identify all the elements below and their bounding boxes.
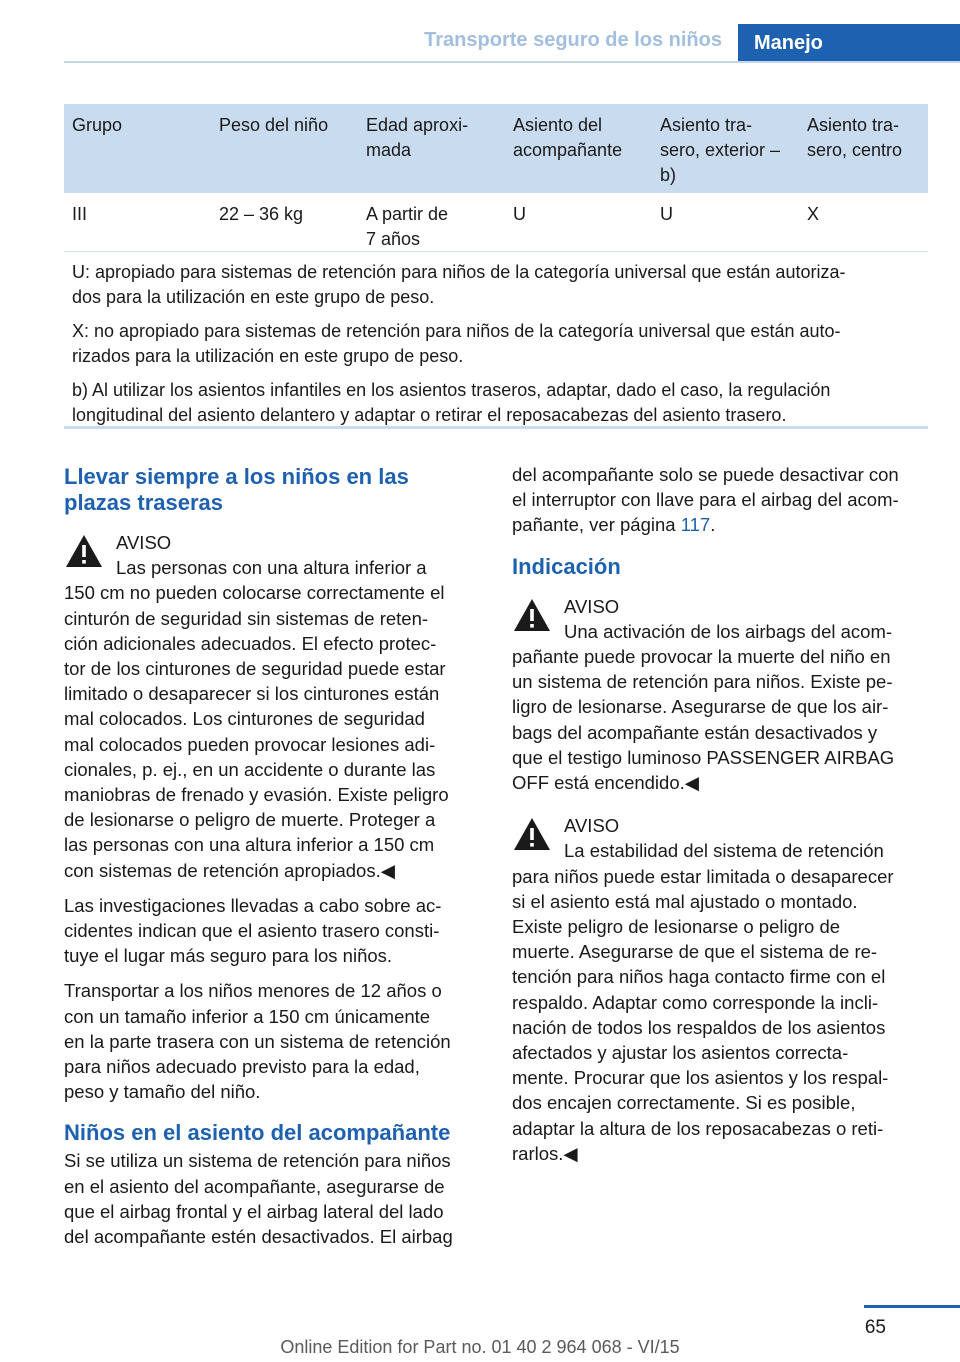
right-column <box>512 464 928 1166</box>
table-header-cell: Edad aproxi- mada <box>366 115 469 160</box>
paragraph-text-end: . <box>710 514 716 536</box>
table-note: X: no apropiado para sistemas de retención para niños de la categoría universal que están auto- rizados para la utilización en este grupo de peso. <box>72 321 841 366</box>
table-header-cell: Grupo <box>72 115 123 135</box>
warning-block <box>512 594 928 796</box>
warning-triangle-icon <box>64 533 104 569</box>
table-note: b) Al utilizar los asientos infantiles en los asientos traseros, adaptar, dado el caso, la regulación longitudinal del asiento delantero y adaptar o retirar el reposacabezas del asiento trasero. <box>72 380 831 425</box>
warning-title: AVISO <box>116 532 172 553</box>
child-seat-table <box>64 104 928 429</box>
page-reference-link[interactable]: 117 <box>680 514 711 536</box>
paragraph: Si se utiliza un sistema de retención para niños en el asiento del acompañante, asegurarse de que el airbag frontal y el airbag lateral del lado del acompañante estén desactivados. El airbag <box>64 1150 453 1248</box>
table-header-cell: Asiento del acompañante <box>513 115 623 160</box>
table-header-cell: Asiento tra- sero, centro <box>807 115 903 160</box>
table-header-cell: Asiento tra- sero, exterior – b) <box>660 115 781 185</box>
table-row <box>64 193 928 252</box>
warning-title: AVISO <box>564 815 620 837</box>
table-note: U: apropiado para sistemas de retención para niños de la categoría universal que están autoriza- dos para la utilización en este grupo de peso. <box>72 262 846 307</box>
section-heading: Indicación <box>512 553 621 579</box>
warning-text-first-line: Una activación de los airbags del acom- <box>564 620 893 642</box>
warning-text: 150 cm no pueden colocarse correctamente el cinturón de seguridad sin sistemas de reten- ción adicionales adecuados. El efecto protec- tor de los cinturones de seguridad puede estar limitado o desaparecer si los cinturones están mal colocados. Los cinturones de seguridad mal colocados pueden provocar lesiones adi- cionales, p. ej., en un accidente o durante las maniobras de frenado y evasión. Existe peligro de lesionarse o peligro de muerte. Proteger a las personas con una altura inferior a 150 cm con sistemas de retención apropiados.◀ <box>64 582 449 881</box>
paragraph: Las investigaciones llevadas a cabo sobre ac- cidentes indican que el asiento trasero consti- tuye el lugar más seguro para los niños. <box>64 894 442 967</box>
header-section-title: Transporte seguro de los niños <box>424 29 722 51</box>
warning-block <box>64 530 480 883</box>
table-cell: 22 – 36 kg <box>219 204 304 224</box>
paragraph-text: del acompañante solo se puede desactivar con el interruptor con llave para el airbag del acom- pañante, ver página <box>512 464 899 536</box>
header-chapter-tab: Manejo <box>738 24 960 62</box>
warning-text-first-line: La estabilidad del sistema de retención <box>564 840 884 862</box>
table-header-cell: Peso del niño <box>219 115 329 135</box>
table-header-row <box>64 104 928 193</box>
warning-triangle-icon <box>512 597 552 633</box>
warning-text: para niños puede estar limitada o desaparecer si el asiento está mal ajustado o montado. Existe peligro de lesionarse o peligro de muerte. Asegurarse de que el sistema de re- tención para niños haga contacto firme con el respaldo. Adaptar como corresponde la incli- nación de todos los respaldos de los asientos afectados y ajustar los asientos correcta- mente. Procurar que los asientos y los respal- dos encajen correctamente. Si es posible, adaptar la altura de los reposacabezas o reti- rarlos.◀ <box>512 865 894 1164</box>
paragraph: Transportar a los niños menores de 12 años o con un tamaño inferior a 150 cm únicamente en la parte trasera con un sistema de retención para niños adecuado previsto para la edad, peso y tamaño del niño. <box>64 980 451 1103</box>
table-cell: U <box>513 204 526 224</box>
page-number: 65 <box>864 1317 886 1338</box>
header-rule <box>64 61 960 63</box>
table-cell: A partir de 7 años <box>366 204 449 249</box>
warning-title: AVISO <box>564 595 620 617</box>
warning-text: pañante puede provocar la muerte del niño en un sistema de retención para niños. Existe pe- ligro de lesionarse. Asegurarse de que los air- bags del acompañante están desactivados y que el testigo luminoso PASSENGER AIRBAG OFF está encendido.◀ <box>512 646 895 794</box>
edition-footer: Online Edition for Part no. 01 40 2 964 068 - VI/15 <box>280 1337 680 1357</box>
warning-triangle-icon <box>512 816 552 852</box>
left-column <box>64 464 480 1249</box>
table-cell: III <box>72 204 88 224</box>
section-heading: Llevar siempre a los niños en las plazas traseras <box>64 464 409 515</box>
paragraph <box>512 462 928 538</box>
table-notes <box>64 252 928 429</box>
table-cell: X <box>807 204 820 224</box>
section-heading: Niños en el asiento del acompañante <box>64 1120 451 1146</box>
footer-rule <box>864 1305 960 1308</box>
warning-text-first-line: Las personas con una altura inferior a <box>116 557 427 579</box>
table-cell: U <box>660 204 673 224</box>
warning-block <box>512 813 928 1166</box>
